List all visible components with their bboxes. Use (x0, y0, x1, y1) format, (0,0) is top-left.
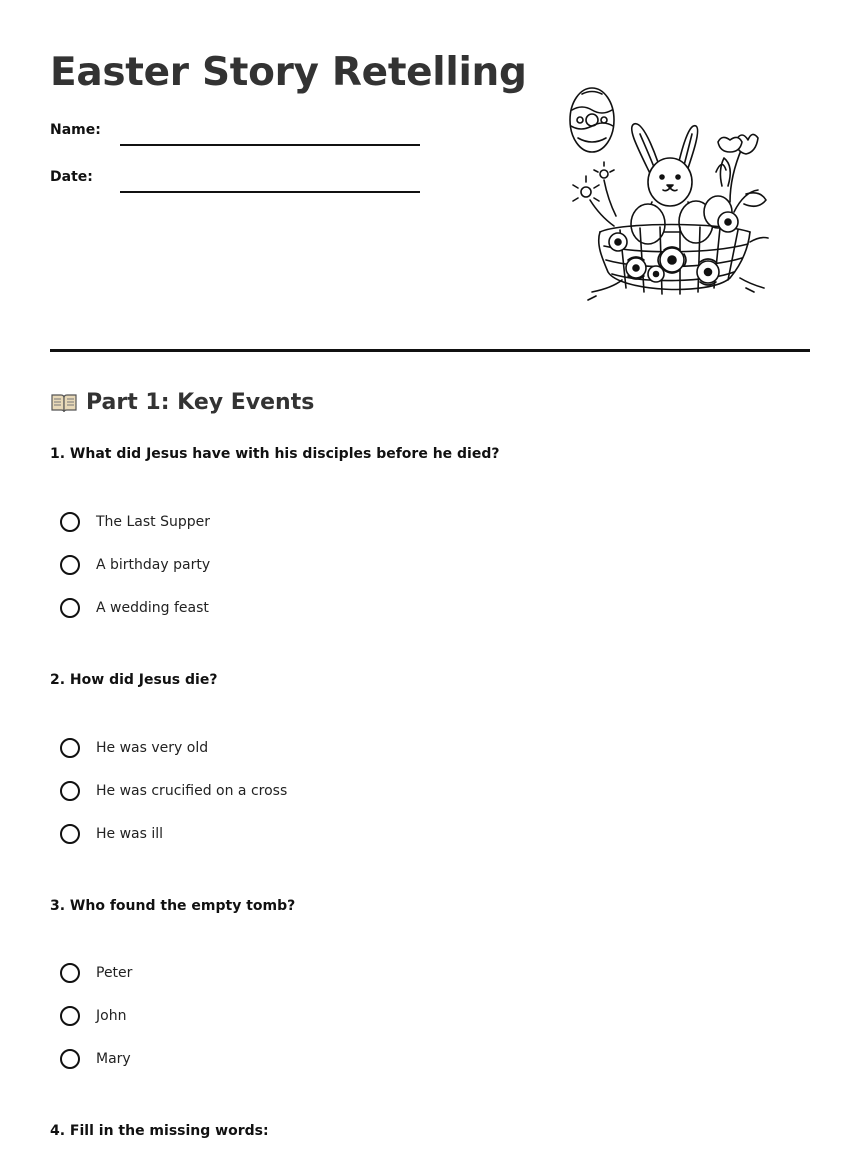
q2-option-1[interactable] (60, 735, 208, 761)
radio-button[interactable] (60, 824, 80, 844)
section-heading-text: Part 1: Key Events (86, 390, 315, 415)
radio-button[interactable] (60, 598, 80, 618)
header-divider (50, 349, 810, 352)
option-label: Mary (96, 1051, 131, 1067)
q1-option-3[interactable] (60, 595, 209, 621)
radio-button[interactable] (60, 1049, 80, 1069)
radio-button[interactable] (60, 555, 80, 575)
decorated-egg-icon (570, 88, 614, 152)
option-label: The Last Supper (96, 514, 211, 530)
question-4: 4. Fill in the missing words: (50, 1123, 269, 1139)
date-field-row (50, 169, 430, 199)
option-label: He was very old (96, 740, 209, 756)
name-write-line[interactable] (120, 144, 420, 146)
option-label: He was crucified on a cross (96, 783, 288, 799)
option-label: Peter (96, 965, 133, 981)
radio-button[interactable] (60, 512, 80, 532)
section-heading-part1 (50, 390, 314, 415)
question-2: 2. How did Jesus die? (50, 672, 218, 688)
name-field-row (50, 122, 430, 152)
easter-basket-icon (560, 82, 775, 307)
date-label: Date: (50, 169, 93, 185)
option-label: John (96, 1008, 127, 1024)
radio-button[interactable] (60, 738, 80, 758)
q3-option-3[interactable] (60, 1046, 131, 1072)
question-3: 3. Who found the empty tomb? (50, 898, 296, 914)
option-label: He was ill (96, 826, 164, 842)
q3-option-1[interactable] (60, 960, 132, 986)
q2-option-3[interactable] (60, 821, 163, 847)
name-label: Name: (50, 122, 101, 138)
q3-option-2[interactable] (60, 1003, 126, 1029)
page-title: Easter Story Retelling (50, 50, 527, 95)
date-write-line[interactable] (120, 191, 420, 193)
option-label: A wedding feast (96, 600, 209, 616)
q2-option-2[interactable] (60, 778, 287, 804)
q1-option-1[interactable] (60, 509, 210, 535)
radio-button[interactable] (60, 781, 80, 801)
radio-button[interactable] (60, 1006, 80, 1026)
question-1: 1. What did Jesus have with his disciples before he died? (50, 446, 500, 462)
q1-option-2[interactable] (60, 552, 210, 578)
option-label: A birthday party (96, 557, 211, 573)
open-book-icon (50, 392, 78, 414)
radio-button[interactable] (60, 963, 80, 983)
